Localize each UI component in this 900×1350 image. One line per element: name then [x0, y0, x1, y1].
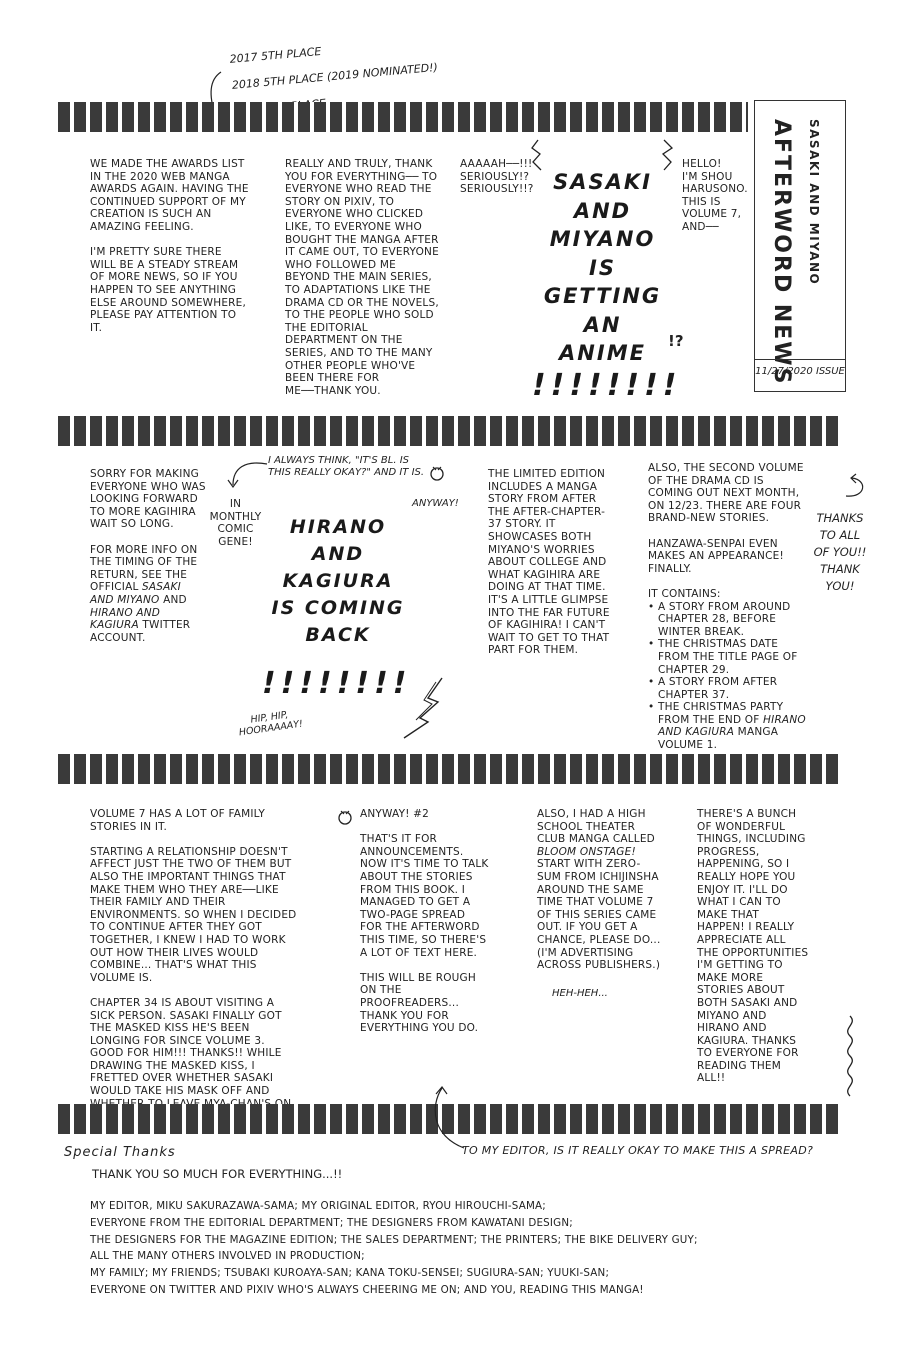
kagiura-headline: HIRANO AND KAGIURA IS COMING BACK [271, 516, 405, 646]
jagged-burst-icon [398, 676, 446, 740]
thanks-arrow-icon [842, 474, 870, 500]
row1-scream: AAAAAH──!!! SERIOUSLY!? SERIOUSLY!!? [460, 158, 534, 196]
row1-col1-p1: WE MADE THE AWARDS LIST IN THE 2020 WEB MANGA AWARDS AGAIN. HAVING THE CONTINUED SUPPORT OF MY CREATION IS SUCH AN AMAZING FEELING. [90, 158, 249, 233]
credits-line: THE DESIGNERS FOR THE MAGAZINE EDITION; THE SALES DEPARTMENT; THE PRINTERS; THE BIKE DELIVERY GUY; [90, 1233, 698, 1246]
anyway-note: ANYWAY! [412, 498, 459, 509]
row3-col1 [90, 808, 298, 1148]
think-note: I ALWAYS THINK, "IT'S BL. IS THIS REALLY OKAY?" AND IT IS. [268, 455, 425, 478]
row1-col2-text: REALLY AND TRULY, THANK YOU FOR EVERYTHING── TO EVERYONE WHO READ THE STORY ON PIXIV, TO EVERYONE WHO CLICKED LIKE, TO EVERYONE WHO BOUGHT THE MANGA AFTER IT CAME OUT, TO EVERYONE WHO FOLLOWED ME BEYOND THE MAIN SERIES, TO ADAPTATIONS LIKE THE DRAMA CD OR THE NOVELS, TO THE PEOPLE WHO SOLD THE EDITORIAL DEPARTMENT ON THE SERIES, AND TO THE MANY OTHER PEOPLE WHO'VE BEEN THERE FOR ME──THANK YOU. [285, 158, 439, 397]
divider-band-1 [58, 102, 748, 132]
row3-col1-p1: VOLUME 7 HAS A LOT OF FAMILY STORIES IN IT. [90, 808, 265, 833]
row1-hello: HELLO! I'M SHOU HARUSONO. THIS IS VOLUME 7, AND── [682, 158, 748, 233]
row2-col1-p2-e: TWITTER ACCOUNT. [90, 619, 191, 644]
credits-line: EVERYONE FROM THE EDITORIAL DEPARTMENT; THE DESIGNERS FROM KAWATANI DESIGN; [90, 1216, 573, 1229]
kagiura-headline-bangs: !!!!!!!! [262, 666, 412, 701]
issue-date-text: 11/27/2020 ISSUE [755, 366, 845, 377]
row2-col4-p1: ALSO, THE SECOND VOLUME OF THE DRAMA CD IS COMING OUT NEXT MONTH, ON 12/23. THERE ARE FOUR BRAND-NEW STORIES. [648, 462, 804, 525]
row2-col1 [90, 468, 208, 657]
credits-line: EVERYONE ON TWITTER AND PIXIV WHO'S ALWAYS CHEERING ME ON; AND YOU, READING THIS MANGA! [90, 1283, 644, 1296]
awards-line-2: 2018 5TH PLACE (2019 NOMINATED!) [231, 60, 439, 92]
row3-col3 [537, 808, 662, 984]
row3-col4 [697, 808, 809, 1098]
row1-col1 [90, 158, 250, 347]
editor-arrow-icon [428, 1086, 468, 1152]
row2-col4 [648, 462, 806, 752]
row3-col2-p1: THAT'S IT FOR ANNOUNCEMENTS. NOW IT'S TIME TO TALK ABOUT THE STORIES FROM THIS BOOK. I MANAGED TO GET A TWO-PAGE SPREAD FOR THE AFTERWORD THIS TIME, SO THERE'S A LOT OF TEXT HERE. [360, 833, 489, 959]
row2-col4-p3: IT CONTAINS: [648, 587, 721, 600]
row3-col1-p2: STARTING A RELATIONSHIP DOESN'T AFFECT JUST THE TWO OF THEM BUT ALSO THE IMPORTANT THINGS THAT MAKE THEM WHO THEY ARE──LIKE THEIR FAMILY AND THEIR ENVIRONMENTS. SO WHEN I DECIDED TO CONTINUE AFTER THEY GOT TOGETHER, I KNEW I HAD TO WORK OUT HOW THEIR LIVES WOULD COMBINE... THAT'S WHAT THIS VOLUME IS. [90, 845, 297, 984]
issue-date [755, 359, 845, 377]
credits-list [90, 1198, 850, 1299]
drama-cd-item: • THE CHRISTMAS DATE FROM THE TITLE PAGE OF CHAPTER 29. [648, 638, 806, 676]
drama-cd-item-4c: MANGA VOLUME 1. [658, 726, 779, 752]
row2-col1-p2-c: AND [159, 593, 187, 606]
row3-col3-b: BLOOM ONSTAGE! [537, 845, 636, 858]
awards-line-1: 2017 5TH PLACE [229, 44, 322, 66]
drama-cd-item-4b: HIRANO AND KAGIURA [658, 713, 806, 739]
series-name: SASAKI AND MIYANO [807, 119, 821, 286]
squiggle-icon [842, 1016, 860, 1096]
special-thanks-heading: Special Thanks [64, 1145, 176, 1160]
drama-cd-item: • A STORY FROM AFTER CHAPTER 37. [648, 676, 806, 701]
sweat-face-icon-2 [336, 808, 354, 826]
hooray-note: HIP, HIP, HOORAAAAY! [238, 709, 304, 739]
divider-band-2 [58, 416, 840, 446]
row2-col3 [488, 468, 613, 670]
think-arrow-icon [225, 460, 270, 490]
row2-col1-p2-d: HIRANO AND KAGIURA [90, 606, 161, 632]
row3-col3-a: ALSO, I HAD A HIGH SCHOOL THEATER CLUB MANGA CALLED [537, 808, 655, 846]
sweat-face-icon [428, 464, 446, 482]
row3-col3-c: START WITH ZERO-SUM FROM ICHIJINSHA AROUND THE SAME TIME THAT VOLUME 7 OF THIS SERIES CAME OUT. IF YOU GET A CHANCE, PLEASE DO... (I'M ADVERTISING ACROSS PUBLISHERS.) [537, 858, 661, 972]
row3-col2-p2: THIS WILL BE ROUGH ON THE PROOFREADERS... THANK YOU FOR EVERYTHING YOU DO. [360, 971, 479, 1035]
drama-cd-list [648, 601, 806, 752]
monthly-note: IN MONTHLY COMIC GENE! [209, 498, 262, 548]
drama-cd-item [648, 701, 806, 751]
row3-col4-text: THERE'S A BUNCH OF WONDERFUL THINGS, INCLUDING PROGRESS, HAPPENING, SO I REALLY HOPE YOU ENJOY IT. I'LL DO WHAT I CAN TO MAKE THAT HAPPEN! I REALLY APPRECIATE ALL THE OPPORTUNITIES I'M GETTING TO MAKE MORE STORIES ABOUT BOTH SASAKI AND MIYANO AND HIRANO AND KAGIURA. THANKS TO EVERYONE FOR READING THEM ALL!! [697, 808, 809, 1085]
row1-col1-p2: I'M PRETTY SURE THERE WILL BE A STEADY STREAM OF MORE NEWS, SO IF YOU HAPPEN TO SEE ANYTHING ELSE AROUND SOMEWHERE, PLEASE PAY ATTENTION TO IT. [90, 246, 247, 334]
divider-band-3 [58, 754, 840, 784]
afterword-title-box [754, 100, 846, 392]
row3-col3-text [537, 808, 662, 972]
row2-col4-p2: HANZAWA-SENPAI EVEN MAKES AN APPEARANCE! FINALLY. [648, 537, 784, 575]
row2-col1-p2-a: FOR MORE INFO ON THE TIMING OF THE RETURN, SEE THE OFFICIAL [90, 543, 198, 594]
row2-col1-p1: SORRY FOR MAKING EVERYONE WHO WAS LOOKING FORWARD TO MORE KAGIHIRA WAIT SO LONG. [90, 468, 206, 531]
row2-col3-text: THE LIMITED EDITION INCLUDES A MANGA STORY FROM AFTER THE AFTER-CHAPTER-37 STORY. IT SHOWCASES BOTH MIYANO'S WORRIES ABOUT COLLEGE AND WHAT KAGIHIRA ARE DOING AT THAT TIME. IT'S A LITTLE GLIMPSE INTO THE FAR FUTURE OF KAGIHIRA! I CAN'T WAIT TO GET TO THAT PART FOR THEM. [488, 468, 610, 657]
row2-col1-p2-b: SASAKI AND MIYANO [90, 581, 181, 606]
row3-col2-head: ANYWAY! #2 [360, 808, 430, 820]
credits-line: ALL THE MANY OTHERS INVOLVED IN PRODUCTION; [90, 1250, 365, 1263]
thanks-all-note: THANKS TO ALL OF YOU!! THANK YOU! [813, 511, 867, 593]
editor-note: TO MY EDITOR, IS IT REALLY OKAY TO MAKE THIS A SPREAD? [462, 1144, 814, 1157]
drama-cd-item: • A STORY FROM AROUND CHAPTER 28, BEFORE WINTER BREAK. [648, 601, 806, 639]
anime-headline-question: !? [668, 332, 684, 350]
heh-heh-note: HEH-HEH... [552, 988, 608, 999]
credits-line: MY FAMILY; MY FRIENDS; TSUBAKI KUROAYA-SAN; KANA TOKU-SENSEI; SUGIURA-SAN; YUUKI-SAN; [90, 1267, 610, 1280]
row3-col1-p3: CHAPTER 34 IS ABOUT VISITING A SICK PERSON. SASAKI FINALLY GOT THE MASKED KISS HE'S BEEN LONGING FOR SINCE VOLUME 3. GOOD FOR HIM!!! THANKS!! WHILE DRAWING THE MASKED KISS, I FRETTED OVER WHETHER SASAKI WOULD TAKE HIS MASK OFF AND [90, 996, 282, 1098]
row1-col2 [285, 158, 440, 410]
row2-col1-p2 [90, 544, 208, 645]
row3-col2 [360, 808, 490, 1047]
afterword-title: AFTERWORD NEWS [769, 119, 794, 386]
anime-headline-bangs: !!!!!!!! [532, 368, 682, 403]
drama-cd-item-4a: THE CHRISTMAS PARTY FROM THE END OF [658, 701, 784, 726]
anime-headline: SASAKI AND MIYANO IS GETTING AN ANIME [543, 170, 662, 365]
credits-line: MY EDITOR, MIKU SAKURAZAWA-SAMA; MY ORIGINAL EDITOR, RYOU HIROUCHI-SAMA; [90, 1200, 546, 1212]
thank-you-line: THANK YOU SO MUCH FOR EVERYTHING...!! [92, 1167, 343, 1181]
